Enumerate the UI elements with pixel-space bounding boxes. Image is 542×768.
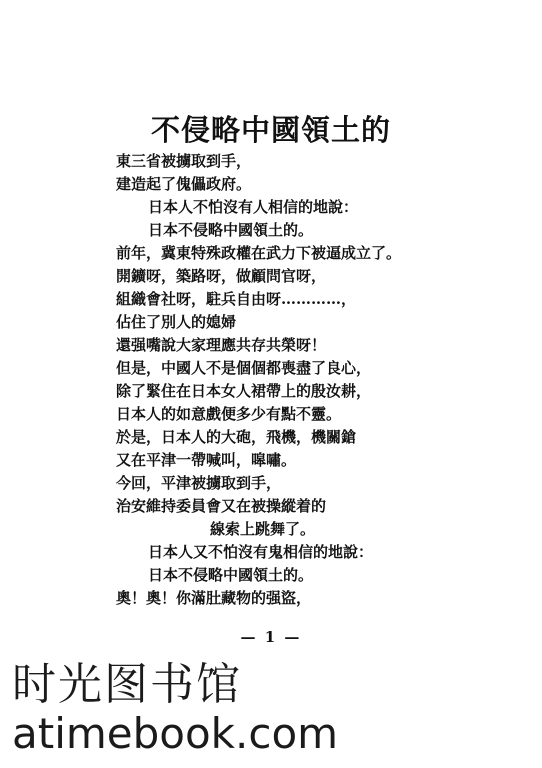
poem-line: 日本不侵略中國領土的。 — [148, 566, 314, 584]
watermark-name: 时光图书馆 — [12, 659, 242, 710]
poem-line: 佔住了別人的媳婦 — [116, 313, 237, 331]
poem-line: 還强嘴說大家理應共存共榮呀！ — [116, 336, 327, 354]
poem-line: 開鑛呀，築路呀，做顧問官呀， — [116, 267, 327, 285]
poem-title: 不侵略中國領土的 — [150, 113, 391, 147]
poem-line: 但是，中國人不是個個都喪盡了良心， — [116, 359, 372, 377]
poem-line: 前年，冀東特殊政權在武力下被逼成立了。 — [116, 244, 402, 262]
poem-line: 今回，平津被擄取到手， — [116, 474, 282, 492]
poem-line: 日本人的如意戲便多少有點不靈。 — [116, 405, 342, 423]
poem-body — [116, 150, 526, 610]
poem-line: 除了緊住在日本女人裙帶上的殷汝耕， — [116, 382, 372, 400]
watermark-url: atimebook.com — [12, 709, 339, 758]
poem-line: 日本人不怕沒有人相信的地說： — [148, 198, 359, 216]
poem-line: 奧！奧！你滿肚藏物的强盜， — [116, 589, 312, 607]
poem-line: 於是，日本人的大砲，飛機，機關鎗 — [116, 428, 357, 446]
poem-line: 線索上跳舞了。 — [210, 520, 316, 538]
poem-line: 建造起了傀儡政府。 — [116, 175, 252, 193]
poem-line: 東三省被擄取到手， — [116, 152, 252, 170]
page-number: — 1 — — [240, 628, 302, 646]
poem-line: 治安維持委員會又在被操縱着的 — [116, 497, 327, 515]
poem-line: 又在平津一帶喊叫，嗥嘯。 — [116, 451, 297, 469]
poem-line: 日本不侵略中國領土的。 — [148, 221, 314, 239]
watermark — [12, 660, 338, 758]
poem-line: 組織會社呀，駐兵自由呀…………， — [116, 290, 357, 308]
poem-line: 日本人又不怕沒有鬼相信的地說： — [148, 543, 374, 561]
